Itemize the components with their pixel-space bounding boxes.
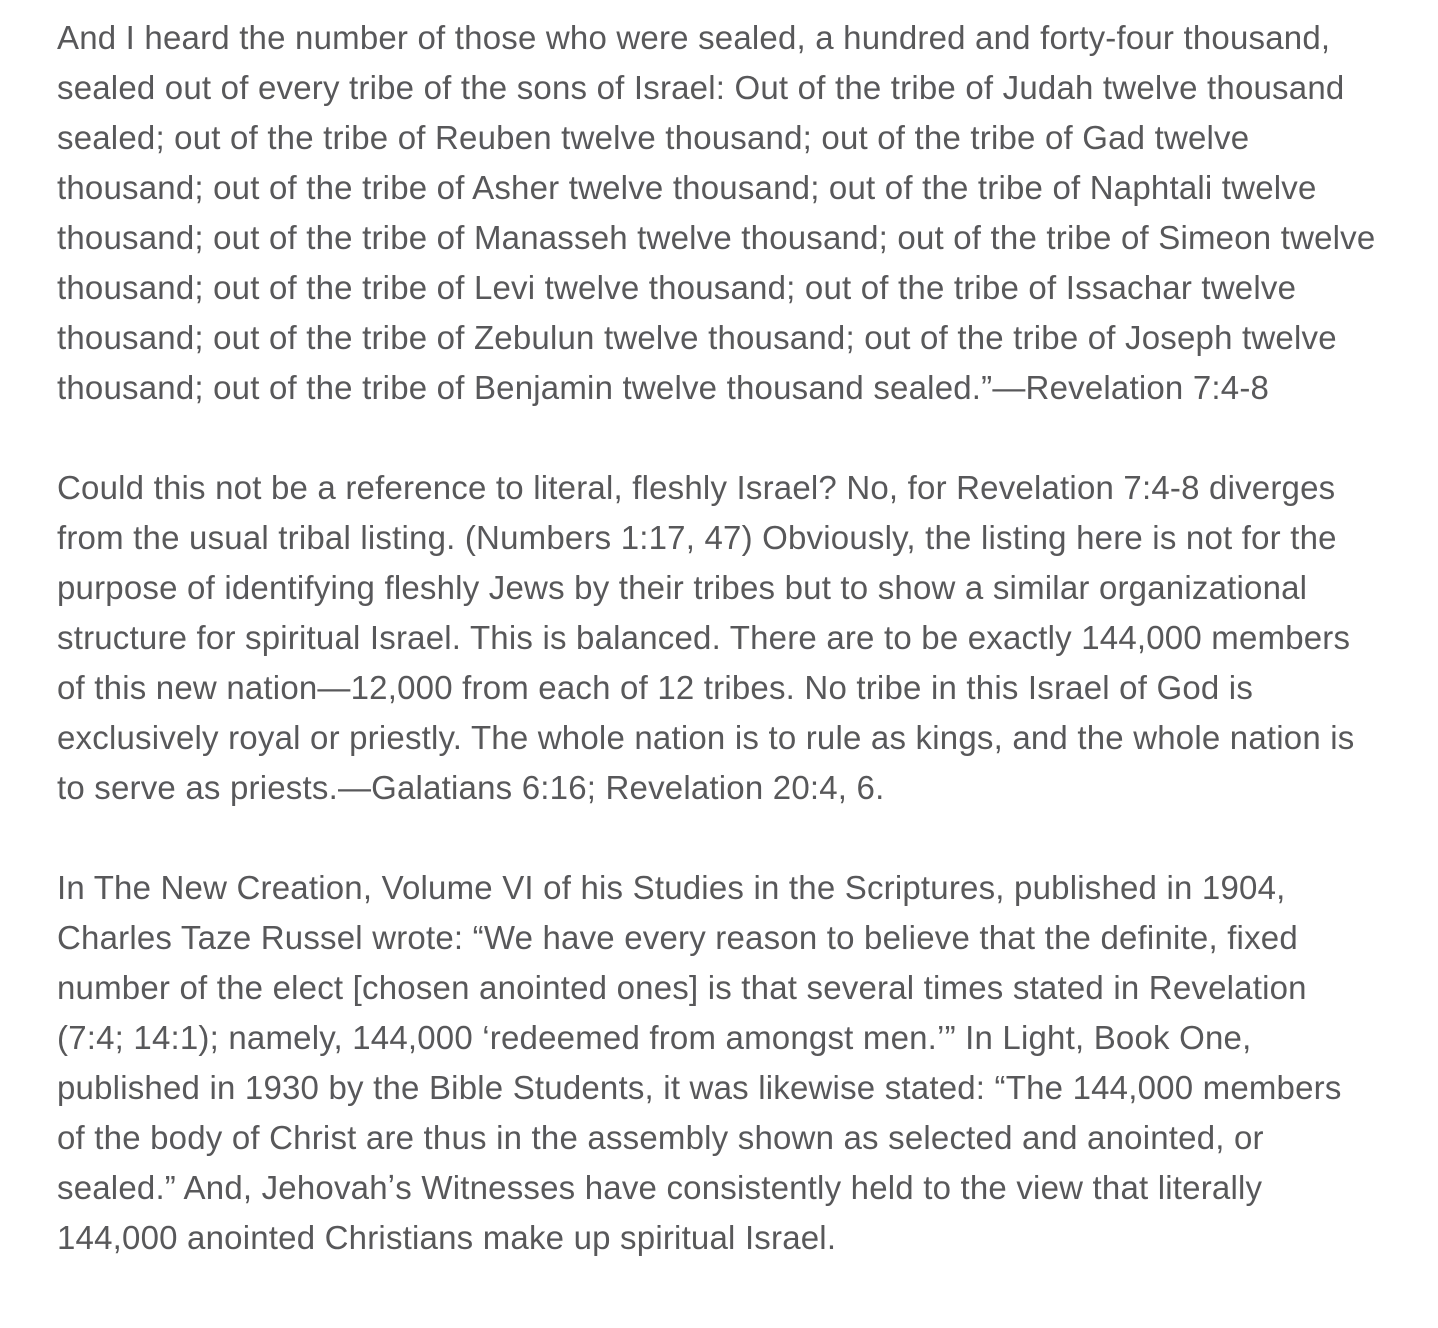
- paragraph-commentary: Could this not be a reference to literal, fleshly Israel? No, for Revelation 7:4-8 diverges from the usual tribal listing. (Numbers 1:17, 47) Obviously, the listing here is not for the purpose of identifying fleshly Jews by their tribes but to show a similar organizational structure for spiritual Israel. This is balanced. There are to be exactly 144,000 members of this new nation—12,000 from each of 12 tribes. No tribe in this Israel of God is exclusively royal or priestly. The whole nation is to rule as kings, and the whole nation is to serve as priests.—Galatians 6:16; Revelation 20:4, 6.: [57, 469, 1355, 806]
- paragraph-revelation-quote: And I heard the number of those who were sealed, a hundred and forty-four thousand, sealed out of every tribe of the sons of Israel: Out of the tribe of Judah twelve thousand sealed; out of the tribe of Reuben twelve thousand; out of the tribe of Gad twelve thousand; out of the tribe of Asher twelve thousand; out of the tribe of Naphtali twelve thousand; out of the tribe of Manasseh twelve thousand; out of the tribe of Simeon twelve thousand; out of the tribe of Levi twelve thousand; out of the tribe of Issachar twelve thousand; out of the tribe of Zebulun twelve thousand; out of the tribe of Joseph twelve thousand; out of the tribe of Benjamin twelve thousand sealed.”—Revelation 7:4-8: [57, 19, 1376, 406]
- paragraph-historical-quotes: In The New Creation, Volume VI of his Studies in the Scriptures, published in 1904, Charles Taze Russel wrote: “We have every reason to believe that the definite, fixed number of the elect [chosen anointed ones] is that several times stated in Revelation (7:4; 14:1); namely, 144,000 ‘redeemed from amongst men.’” In Light, Book One, published in 1930 by the Bible Students, it was likewise stated: “The 144,000 members of the body of Christ are thus in the assembly shown as selected and anointed, or sealed.” And, Jehovahʼs Witnesses have consistently held to the view that literally 144,000 anointed Christians make up spiritual Israel.: [57, 869, 1342, 1256]
